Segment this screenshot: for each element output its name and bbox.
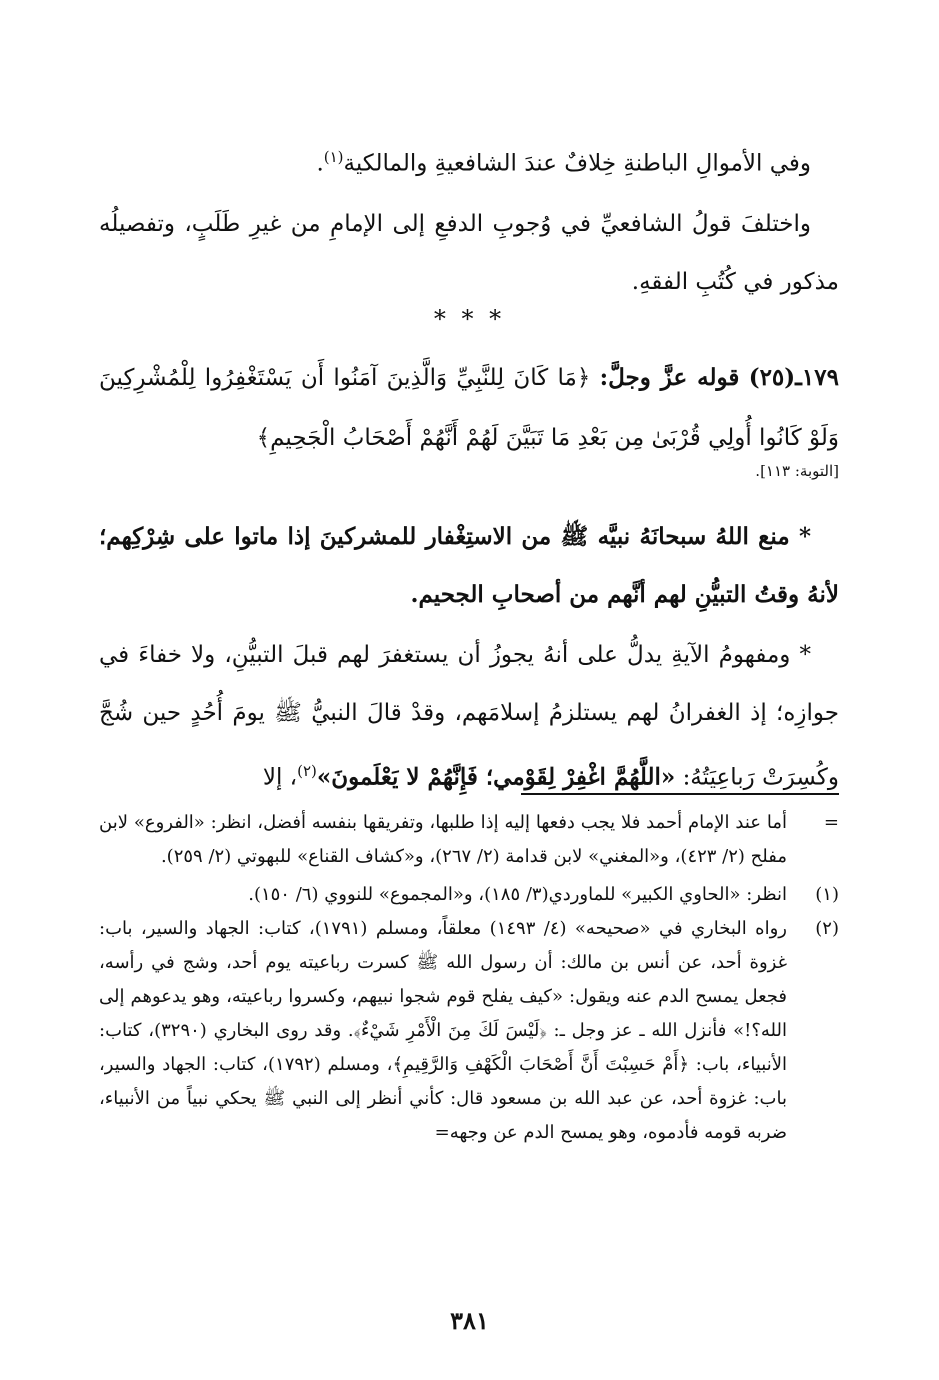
footnotes-section xyxy=(99,806,839,1150)
commentary-point-2-end: ، إلا xyxy=(262,764,298,791)
footnote-continuation-text: أما عند الإمام أحمد فلا يجب دفعها إليه إذا طلبها، وتفريقها بنفسه أفضل، انظر: «الفروع» لابن مفلح (٢/ ٤٢٣)، و«المغني» لابن قدامة (٢/ ٢٦٧)، و«كشاف القناع» للبهوتي (٢/ ٢٥٩). xyxy=(99,812,787,867)
verse-section xyxy=(99,348,839,468)
verse-text: مَا كَانَ لِلنَّبِيِّ وَالَّذِينَ آمَنُوا أَن يَسْتَغْفِرُوا لِلْمُشْرِكِينَ وَلَوْ كَانُوا أُولِي قُرْبَىٰ مِن بَعْدِ مَا تَبَيَّنَ لَهُمْ أَنَّهُمْ أَصْحَابُ الْجَحِيمِ xyxy=(99,365,839,451)
commentary-point-2-text: * ومفهومُ الآيةِ يدلُّ على أنهُ يجوزُ أن يستغفرَ لهم قبلَ التبيُّنِ، ولا خفاءَ في جوازِه؛ إذ الغفرانُ لهم يستلزمُ إسلامَهم، وقدْ قالَ النبيُّ ﷺ يومَ أُحُدٍ حين شُجَّ وكُسِرَتْ رَباعِيَتُهُ: xyxy=(99,642,839,791)
footnote-2-verse-2: أَمْ حَسِبْتَ أَنَّ أَصْحَابَ الْكَهْفِ وَالرَّقِيمِ xyxy=(403,1054,679,1075)
commentary-section xyxy=(99,508,839,807)
continuation-mark: = xyxy=(823,812,839,833)
footnote-2-verse-1: لَيْسَ لَكَ مِنَ الْأَمْرِ شَيْءٌ xyxy=(361,1020,540,1041)
footnote-marker-2: (٢) xyxy=(297,762,317,780)
footnote-1-text: انظر: «الحاوي الكبير» للماوردي(٣/ ١٨٥)، و«المجموع» للنووي (٦/ ١٥٠). xyxy=(248,884,787,905)
footnote-1 xyxy=(99,878,839,912)
verse-intro: قوله عزَّ وجلَّ: xyxy=(599,364,740,391)
footnote-2-part-b: ﴾. وقد روى البخاري (٣٢٩٠)، كتاب: الأنبياء، باب: ﴿ xyxy=(99,1020,787,1075)
commentary-point-1-text: * منع اللهُ سبحانَهُ نبيَّه ﷺ من الاستِغْفار للمشركينَ إذا ماتوا على شِرْكِهم؛ لأنهُ وقتُ التبيُّنِ لهم أنَّهم من أصحابِ الجحيم. xyxy=(99,523,839,608)
footnote-divider xyxy=(521,793,839,795)
verse-number: ١٧٩ـ(٢٥) xyxy=(748,364,839,391)
section-separator: * * * xyxy=(433,305,506,333)
footnote-marker-1: (١) xyxy=(323,148,344,166)
intro-paragraph-2 xyxy=(99,195,839,311)
intro-line xyxy=(99,128,839,193)
footnote-2 xyxy=(99,912,839,1150)
intro-paragraph-2-text: واختلفَ قولُ الشافعيِّ في وُجوبِ الدفعِ إلى الإمامِ من غيرِ طَلَبٍ، وتفصيلُه مذكور في كُتُبِ الفقهِ. xyxy=(99,210,839,295)
footnote-2-part-a: رواه البخاري في «صحيحه» (٤/ ١٤٩٣) معلقاً، ومسلم (١٧٩١)، كتاب: الجهاد والسير، باب: غزوة أحد، عن أنس بن مالك: أن رسول الله ﷺ كسرت رباعيته يوم أحد، وشج في رأسه، فجعل يمسح الدم عنه ويقول: «كيف يفلح قوم شجوا نبيهم، وكسروا رباعيته، وهو يدعوهم إلى الله؟!» فأنزل الله ـ عز وجل ـ: ﴿ xyxy=(99,918,787,1041)
verse-close-bracket: ﴾ xyxy=(256,425,271,451)
intro-section xyxy=(99,128,839,311)
page-number: ٣٨١ xyxy=(450,1306,489,1335)
footnote-2-number: (٢) xyxy=(815,918,839,939)
commentary-point-1 xyxy=(99,508,839,624)
commentary-point-2 xyxy=(99,626,839,807)
verse-reference: [التوبة: ١١٣]. xyxy=(755,462,839,480)
verse-paragraph xyxy=(99,348,839,468)
footnote-2-text xyxy=(99,912,787,1150)
footnote-1-number: (١) xyxy=(815,884,839,905)
intro-end: . xyxy=(316,150,324,177)
footnote-continuation xyxy=(99,806,839,874)
footnote-2-part-c: ﴾، ومسلم (١٧٩٢)، كتاب: الجهاد والسير، باب: غزوة أحد، عن عبد الله بن مسعود قال: كأني أنظر إلى النبي ﷺ يحكي نبياً من الأنبياء، ضربه قومه فأدموه، وهو يمسح الدم عن وجهه= xyxy=(99,1054,787,1143)
verse-open-bracket: ﴿ xyxy=(576,365,591,391)
intro-text: وفي الأموالِ الباطنةِ خِلافٌ عندَ الشافعيةِ والمالكية xyxy=(343,150,811,177)
hadith-quote: «اللَّهُمَّ اغْفِرْ لِقَوْمي؛ فَإِنَّهُمْ لا يَعْلَمونَ» xyxy=(316,763,676,791)
